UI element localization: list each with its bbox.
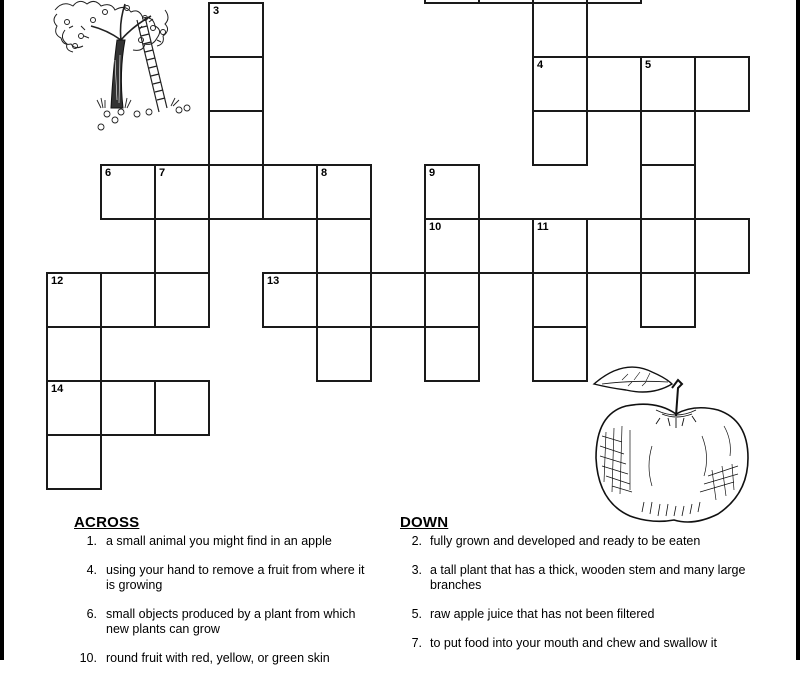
cell-number: 9	[429, 167, 436, 179]
crossword-cell[interactable]	[532, 218, 588, 274]
crossword-cell[interactable]	[478, 218, 534, 274]
clue-across-4	[74, 563, 374, 593]
crossword-cell[interactable]	[532, 56, 588, 112]
crossword-cell[interactable]	[694, 218, 750, 274]
crossword-cell[interactable]	[532, 2, 588, 58]
crossword-cell[interactable]	[424, 218, 480, 274]
clue-down-3	[400, 563, 760, 593]
crossword-cell[interactable]	[46, 380, 102, 436]
crossword-cell[interactable]	[154, 164, 210, 220]
crossword-cell[interactable]	[370, 272, 426, 328]
crossword-cell[interactable]	[262, 164, 318, 220]
crossword-cell[interactable]	[532, 110, 588, 166]
down-clues	[400, 514, 760, 665]
crossword-cell[interactable]	[586, 56, 642, 112]
clue-number: 1.	[86, 534, 97, 548]
crossword-cell[interactable]	[586, 0, 642, 4]
crossword-cell[interactable]	[208, 2, 264, 58]
clue-number: 4.	[86, 563, 97, 577]
clue-text: fully grown and developed and ready to be eaten	[430, 534, 701, 548]
crossword-cell[interactable]	[424, 272, 480, 328]
cell-number: 12	[51, 275, 64, 287]
crossword-cell[interactable]	[532, 326, 588, 382]
clue-text: a small animal you might find in an apple	[106, 534, 332, 548]
crossword-cell[interactable]	[424, 0, 480, 4]
crossword-cell[interactable]	[46, 326, 102, 382]
crossword-cell[interactable]	[46, 434, 102, 490]
cell-number: 8	[321, 167, 328, 179]
crossword-cell[interactable]	[640, 272, 696, 328]
cell-number: 14	[51, 383, 64, 395]
crossword-cell[interactable]	[640, 56, 696, 112]
clue-number: 7.	[411, 636, 422, 650]
crossword-cell[interactable]	[100, 380, 156, 436]
clue-down-5	[400, 607, 760, 622]
across-clues	[74, 514, 374, 680]
crossword-cell[interactable]	[262, 272, 318, 328]
clue-down-7	[400, 636, 760, 651]
crossword-cell[interactable]	[316, 326, 372, 382]
crossword-cell[interactable]	[316, 164, 372, 220]
crossword-cell[interactable]	[46, 272, 102, 328]
clue-number: 10.	[79, 651, 97, 665]
crossword-cell[interactable]	[100, 164, 156, 220]
clue-across-1	[74, 534, 374, 549]
clue-text: small objects produced by a plant from which new plants can grow	[106, 607, 356, 636]
crossword-cell[interactable]	[586, 218, 642, 274]
crossword-cell[interactable]	[100, 272, 156, 328]
crossword-cell[interactable]	[640, 164, 696, 220]
crossword-cell[interactable]	[424, 326, 480, 382]
crossword-cell[interactable]	[154, 218, 210, 274]
clue-across-6	[74, 607, 374, 637]
clue-number: 6.	[86, 607, 97, 621]
crossword-cell[interactable]	[154, 272, 210, 328]
clue-number: 3.	[411, 563, 422, 577]
crossword-cell[interactable]	[532, 272, 588, 328]
crossword-cell[interactable]	[640, 218, 696, 274]
crossword-cell[interactable]	[154, 380, 210, 436]
cell-number: 3	[213, 5, 220, 17]
cell-number: 4	[537, 59, 544, 71]
clue-across-10	[74, 651, 374, 666]
clue-text: a tall plant that has a thick, wooden stem and many large branches	[430, 563, 746, 592]
crossword-cell[interactable]	[316, 272, 372, 328]
crossword-cell[interactable]	[694, 56, 750, 112]
crossword-cell[interactable]	[424, 164, 480, 220]
clue-number: 5.	[411, 607, 422, 621]
clue-text: to put food into your mouth and chew and swallow it	[430, 636, 717, 650]
cell-number: 11	[537, 221, 549, 233]
crossword-cell[interactable]	[208, 56, 264, 112]
crossword-cell[interactable]	[640, 110, 696, 166]
cell-number: 10	[429, 221, 442, 233]
cell-number: 7	[159, 167, 166, 179]
cell-number: 13	[267, 275, 280, 287]
cell-number: 6	[105, 167, 112, 179]
crossword-cell[interactable]	[478, 0, 534, 4]
clue-text: using your hand to remove a fruit from where it is growing	[106, 563, 365, 592]
down-heading: DOWN	[400, 514, 449, 531]
clue-number: 2.	[411, 534, 422, 548]
crossword-cell[interactable]	[208, 164, 264, 220]
cell-number: 5	[645, 59, 652, 71]
crossword-cell[interactable]	[316, 218, 372, 274]
clue-text: raw apple juice that has not been filtered	[430, 607, 655, 621]
clue-down-2	[400, 534, 760, 549]
clue-text: round fruit with red, yellow, or green skin	[106, 651, 330, 665]
crossword-cell[interactable]	[208, 110, 264, 166]
apple-illustration	[592, 366, 754, 524]
across-heading: ACROSS	[74, 514, 140, 531]
